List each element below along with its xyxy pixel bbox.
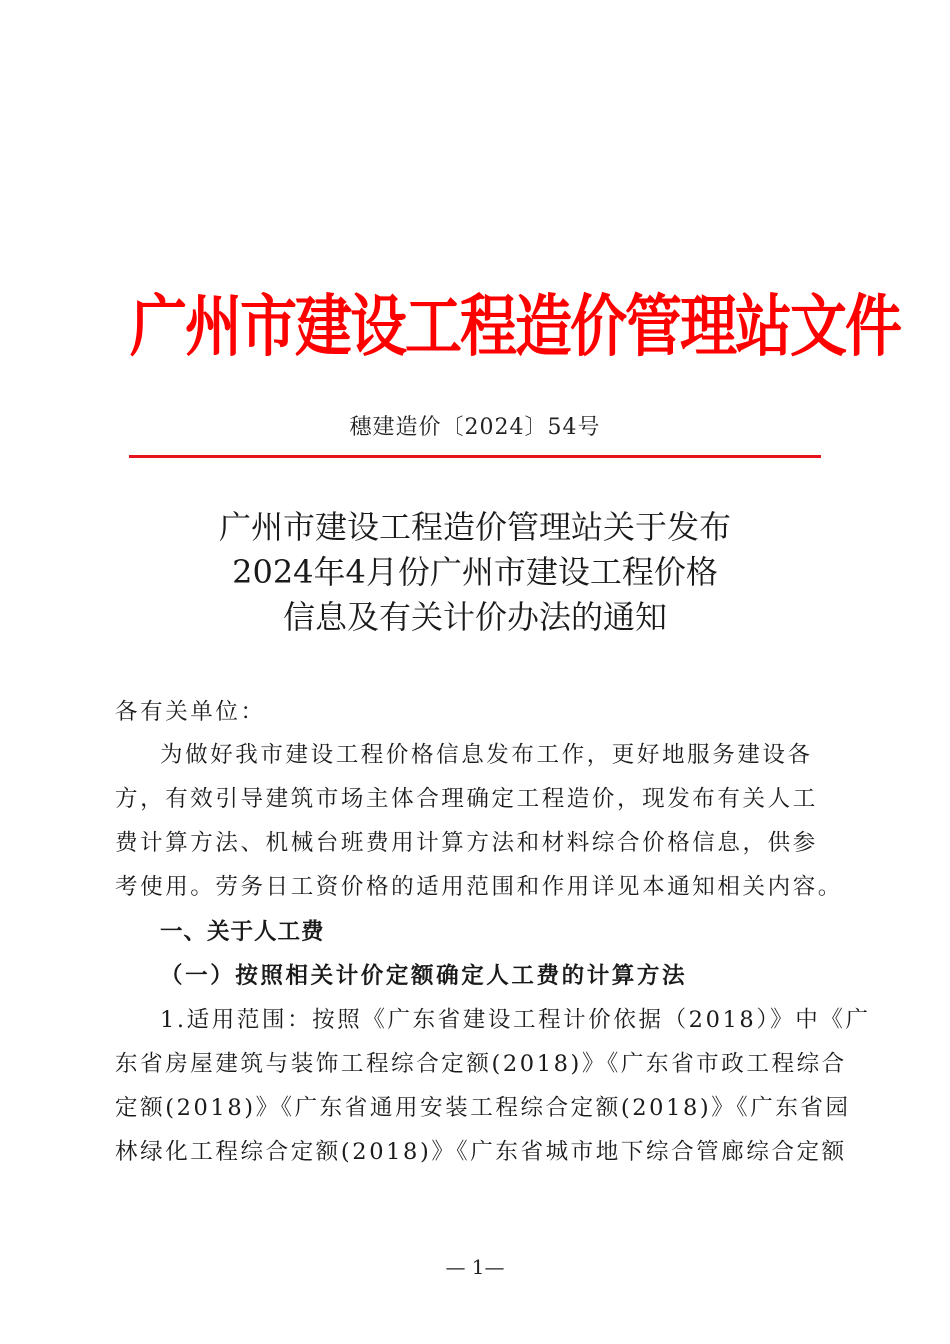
salutation: 各有关单位： [115, 699, 266, 725]
intro-line-3: 费计算方法、机械台班费用计算方法和材料综合价格信息，供参 [115, 830, 818, 856]
subsection-heading-quota-method: （一）按照相关计价定额确定人工费的计算方法 [160, 963, 688, 989]
red-divider-rule [129, 455, 821, 458]
intro-line-1: 为做好我市建设工程价格信息发布工作，更好地服务建设各 [160, 742, 813, 768]
page-number: — 1— [445, 1255, 505, 1279]
title-line-1: 广州市建设工程造价管理站关于发布 [218, 508, 731, 546]
document-title [150, 505, 800, 640]
item1-line-1: 1.适用范围：按照《广东省建设工程计价依据（2018）》中《广 [160, 1007, 871, 1033]
item1-line-4: 林绿化工程综合定额(2018)》《广东省城市地下综合管廊综合定额 [115, 1139, 847, 1165]
title-line-2: 2024年4月份广州市建设工程价格 [232, 553, 718, 591]
issuing-authority-header: 广州市建设工程造价管理站文件 [130, 288, 900, 366]
title-line-3: 信息及有关计价办法的通知 [282, 598, 667, 636]
intro-line-4: 考使用。劳务日工资价格的适用范围和作用详见本通知相关内容。 [115, 874, 843, 900]
document-number: 穗建造价〔2024〕54号 [349, 415, 601, 440]
section-heading-labor-cost: 一、关于人工费 [160, 919, 325, 945]
intro-line-2: 方，有效引导建筑市场主体合理确定工程造价，现发布有关人工 [115, 786, 818, 812]
item1-line-3: 定额(2018)》《广东省通用安装工程综合定额(2018)》《广东省园 [115, 1095, 851, 1121]
item1-line-2: 东省房屋建筑与装饰工程综合定额(2018)》《广东省市政工程综合 [115, 1051, 847, 1077]
